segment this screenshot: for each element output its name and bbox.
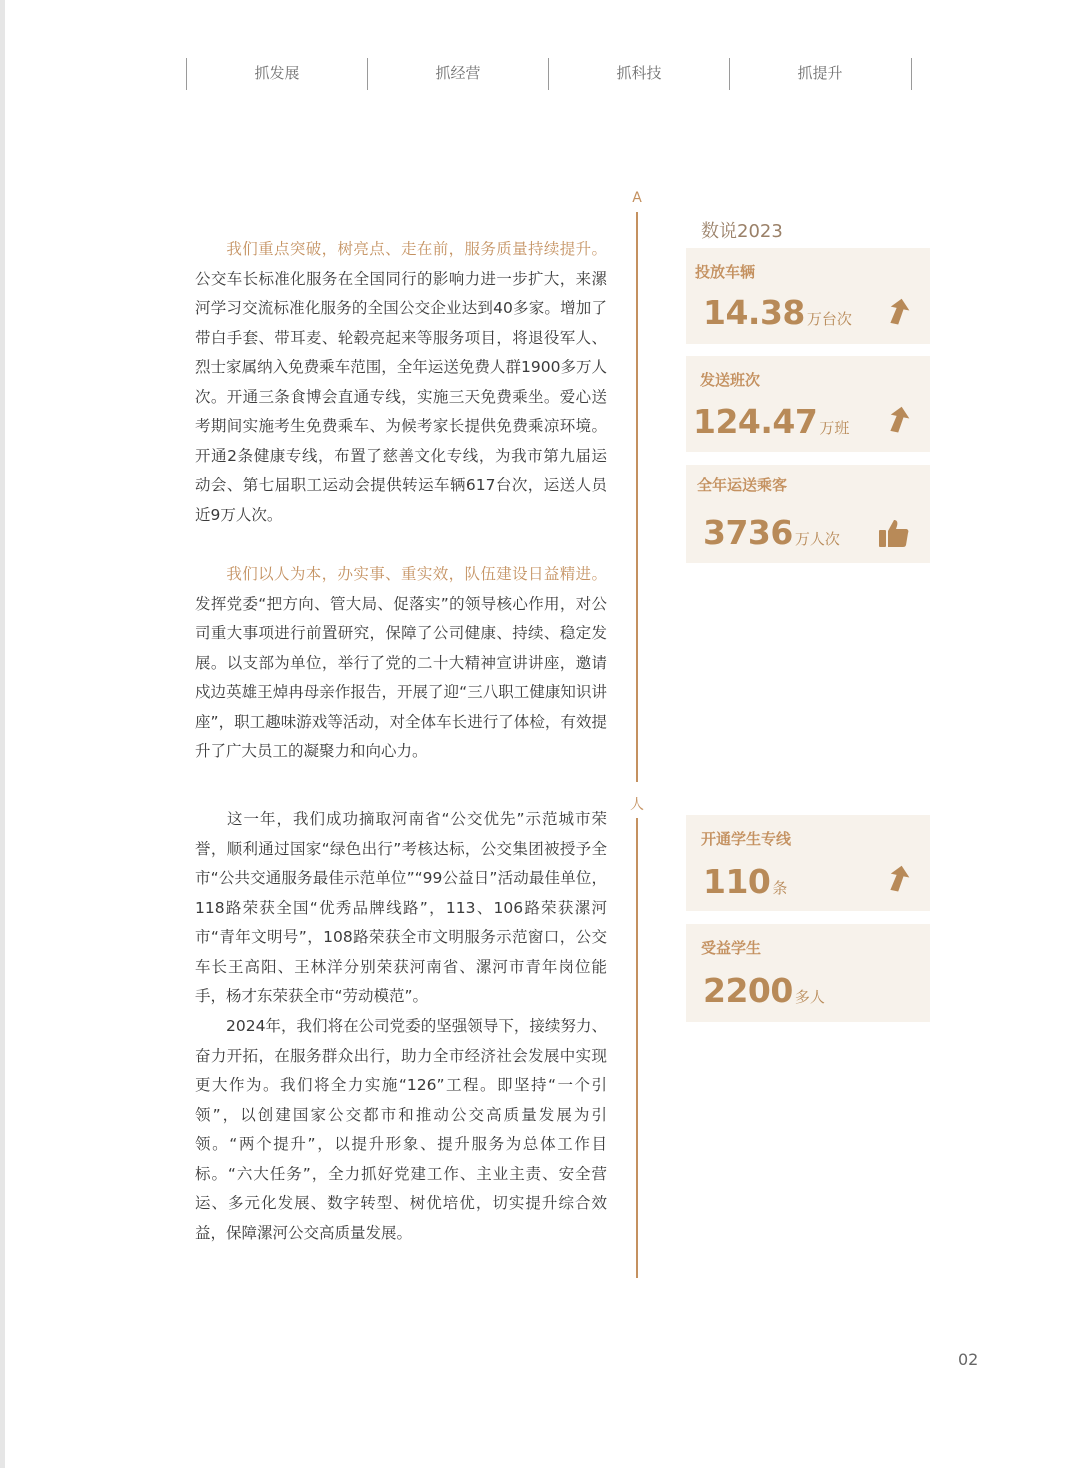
paragraph-lead: 我们重点突破，树亮点、走在前，服务质量持续提升。	[226, 240, 607, 258]
timeline-line-lower	[636, 818, 638, 1278]
stat-label: 开通学生专线	[701, 830, 792, 848]
nav-item-improvement[interactable]: 抓提升	[729, 58, 910, 90]
paragraph-lead: 我们以人为本，办实事、重实效，队伍建设日益精进。	[226, 565, 607, 583]
stat-value: 14.38 万台次	[703, 293, 852, 332]
nav-divider	[911, 58, 912, 90]
paragraph-service-quality	[195, 235, 607, 530]
paragraph-2024-plan	[195, 1012, 607, 1248]
timeline-mark-middle: 人	[630, 797, 644, 813]
paragraph-body: 这一年，我们成功摘取河南省“公交优先”示范城市荣誉，顺利通过国家“绿色出行”考核达标，公交集团被授予全市“公共交通服务最佳示范单位”“99公益日”活动最佳单位，118路荣获全国“优秀品牌线路”，113、106路荣获漯河市“青年文明号”，108路荣获全市文明服务示范窗口，公交车长王高阳、王林洋分别荣获河南省、漯河市青年岗位能手，杨才东荣获全市“劳动模范”。	[195, 810, 607, 1005]
nav-item-development[interactable]: 抓发展	[186, 58, 367, 90]
arrow-up-icon	[884, 296, 910, 330]
stat-value: 2200 多人	[703, 971, 825, 1010]
nav-item-technology[interactable]: 抓科技	[548, 58, 729, 90]
paragraph-honors	[195, 805, 607, 1012]
paragraph-body: 2024年，我们将在公司党委的坚强领导下，接续努力、奋力开拓，在服务群众出行，助力全市经济社会发展中实现更大作为。我们将全力实施“126”工程。即坚持“一个引领”，以创建国家公交都市和推动公交高质量发展为引领。“两个提升”，以提升形象、提升服务为总体工作目标。“六大任务”，全力抓好党建工作、主业主责、安全营运、多元化发展、数字转型、树优培优，切实提升综合效益，保障漯河公交高质量发展。	[195, 1017, 607, 1242]
stat-value: 124.47 万班	[693, 402, 850, 441]
stat-value: 3736 万人次	[703, 513, 840, 552]
paragraph-team-building	[195, 560, 607, 767]
paragraph-body: 发挥党委“把方向、管大局、促落实”的领导核心作用，对公司重大事项进行前置研究，保障了公司健康、持续、稳定发展。以支部为单位，举行了党的二十大精神宣讲讲座，邀请戍边英雄王焯冉母亲作报告，开展了迎“三八职工健康知识讲座”，职工趣味游戏等活动，对全体车长进行了体检，有效提升了广大员工的凝聚力和向心力。	[195, 594, 607, 760]
page-number: 02	[958, 1350, 979, 1369]
stat-card-passengers	[686, 465, 930, 563]
arrow-up-icon	[884, 863, 910, 897]
stat-label: 投放车辆	[695, 263, 756, 281]
stat-card-students	[686, 924, 930, 1022]
nav-item-operations[interactable]: 抓经营	[367, 58, 548, 90]
paragraph-body: 公交车长标准化服务在全国同行的影响力进一步扩大，来漯河学习交流标准化服务的全国公交企业达到40多家。增加了带白手套、带耳麦、轮毂亮起来等服务项目，将退役军人、烈士家属纳入免费乘车范围，全年运送免费人群1900多万人次。开通三条食博会直通专线，实施三天免费乘坐。爱心送考期间实施考生免费乘车、为候考家长提供免费乘凉环境。开通2条健康专线，布置了慈善文化专线，为我市第九届运动会、第七届职工运动会提供转运车辆617台次，运送人员近9万人次。	[195, 269, 607, 524]
page-edge-shadow	[0, 0, 5, 1468]
stat-label: 受益学生	[701, 939, 762, 957]
arrow-up-icon	[884, 404, 910, 438]
stat-card-trips	[686, 356, 930, 452]
stat-label: 发送班次	[700, 371, 761, 389]
thumbs-up-icon	[878, 517, 910, 553]
stat-value: 110 条	[703, 862, 788, 901]
stats-title: 数说2023	[701, 221, 783, 242]
top-nav	[186, 58, 912, 90]
timeline-line-upper	[636, 212, 638, 782]
stat-label: 全年运送乘客	[697, 476, 788, 494]
timeline-mark-top: A	[632, 190, 642, 206]
stat-card-student-lines	[686, 815, 930, 911]
stat-card-vehicles	[686, 248, 930, 344]
